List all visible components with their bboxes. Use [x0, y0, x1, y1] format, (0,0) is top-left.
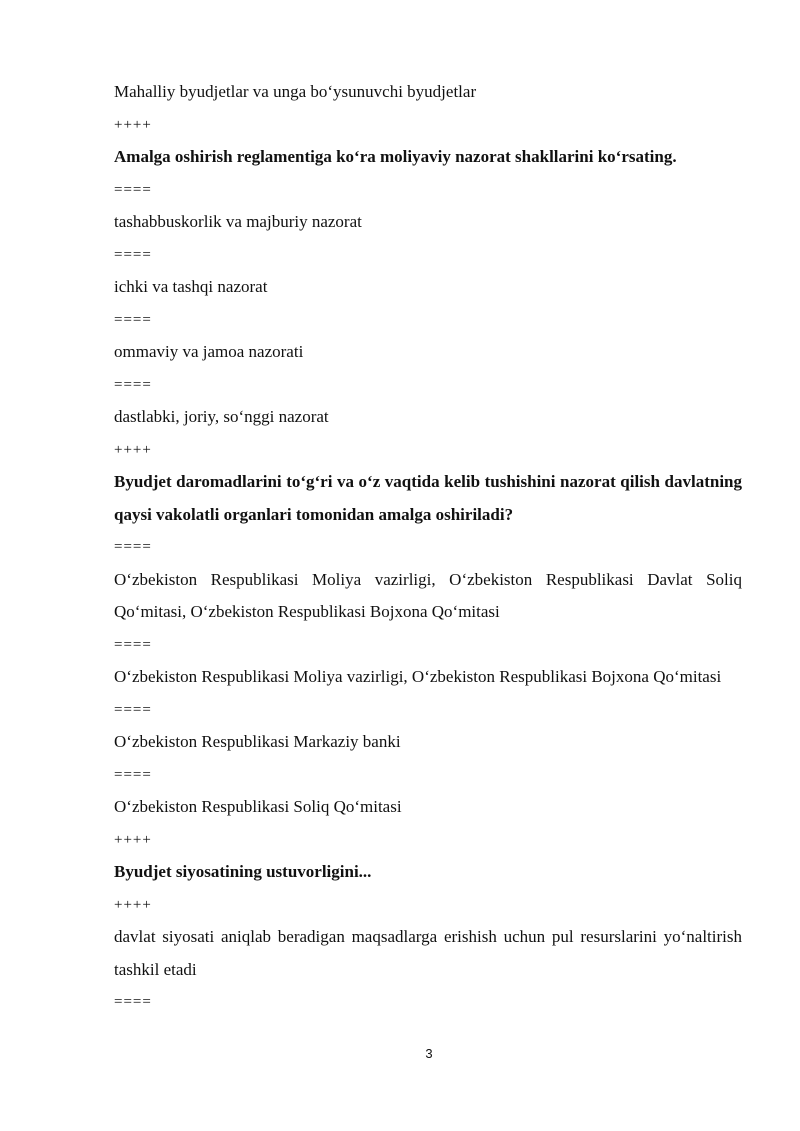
- page-number: 3: [425, 1046, 433, 1061]
- separator-equals: ====: [114, 181, 152, 198]
- answer-option: ichki va tashqi nazorat: [114, 277, 268, 296]
- answer-option: O‘zbekiston Respublikasi Moliya vazirligi, O‘zbekiston Respublikasi Davlat Soliq Qo‘mitasi, O‘zbekiston Respublikasi Bojxona Qo‘mitasi: [114, 569, 742, 621]
- separator-equals: ====: [114, 311, 152, 328]
- answer-option: ommaviy va jamoa nazorati: [114, 342, 304, 361]
- answer-option: tashabbuskorlik va majburiy nazorat: [114, 212, 362, 231]
- document-body: [114, 76, 742, 1019]
- separator-plus: ++++: [114, 116, 152, 133]
- separator-equals: ====: [114, 766, 152, 783]
- answer-option: dastlabki, joriy, so‘nggi nazorat: [114, 407, 329, 426]
- separator-equals: ====: [114, 636, 152, 653]
- separator-equals: ====: [114, 539, 152, 555]
- question-text: Byudjet siyosatining ustuvorligini...: [114, 862, 372, 881]
- separator-equals: ====: [114, 701, 152, 718]
- separator-plus: ++++: [114, 441, 152, 458]
- question-text: Amalga oshirish reglamentiga ko‘ra moliyaviy nazorat shakllarini ko‘rsating.: [114, 147, 677, 166]
- answer-option: O‘zbekiston Respublikasi Soliq Qo‘mitasi: [114, 797, 402, 816]
- answer-option: O‘zbekiston Respublikasi Moliya vazirligi, O‘zbekiston Respublikasi Bojxona Qo‘mitasi: [114, 667, 722, 686]
- answer-option: davlat siyosati aniqlab beradigan maqsadlarga erishish uchun pul resurslarini yo‘naltirish tashkil etadi: [114, 927, 742, 979]
- separator-equals: ====: [114, 376, 152, 393]
- separator-plus: ++++: [114, 896, 152, 913]
- separator-equals: ====: [114, 246, 152, 263]
- separator-equals: ====: [114, 994, 152, 1010]
- separator-plus: ++++: [114, 831, 152, 848]
- answer-option: O‘zbekiston Respublikasi Markaziy banki: [114, 732, 401, 751]
- question-text: Byudjet daromadlarini to‘g‘ri va o‘z vaqtida kelib tushishini nazorat qilish davlatning qaysi vakolatli organlari tomonidan amalga oshiriladi?: [114, 472, 742, 524]
- answer-option: Mahalliy byudjetlar va unga bo‘ysunuvchi byudjetlar: [114, 82, 477, 101]
